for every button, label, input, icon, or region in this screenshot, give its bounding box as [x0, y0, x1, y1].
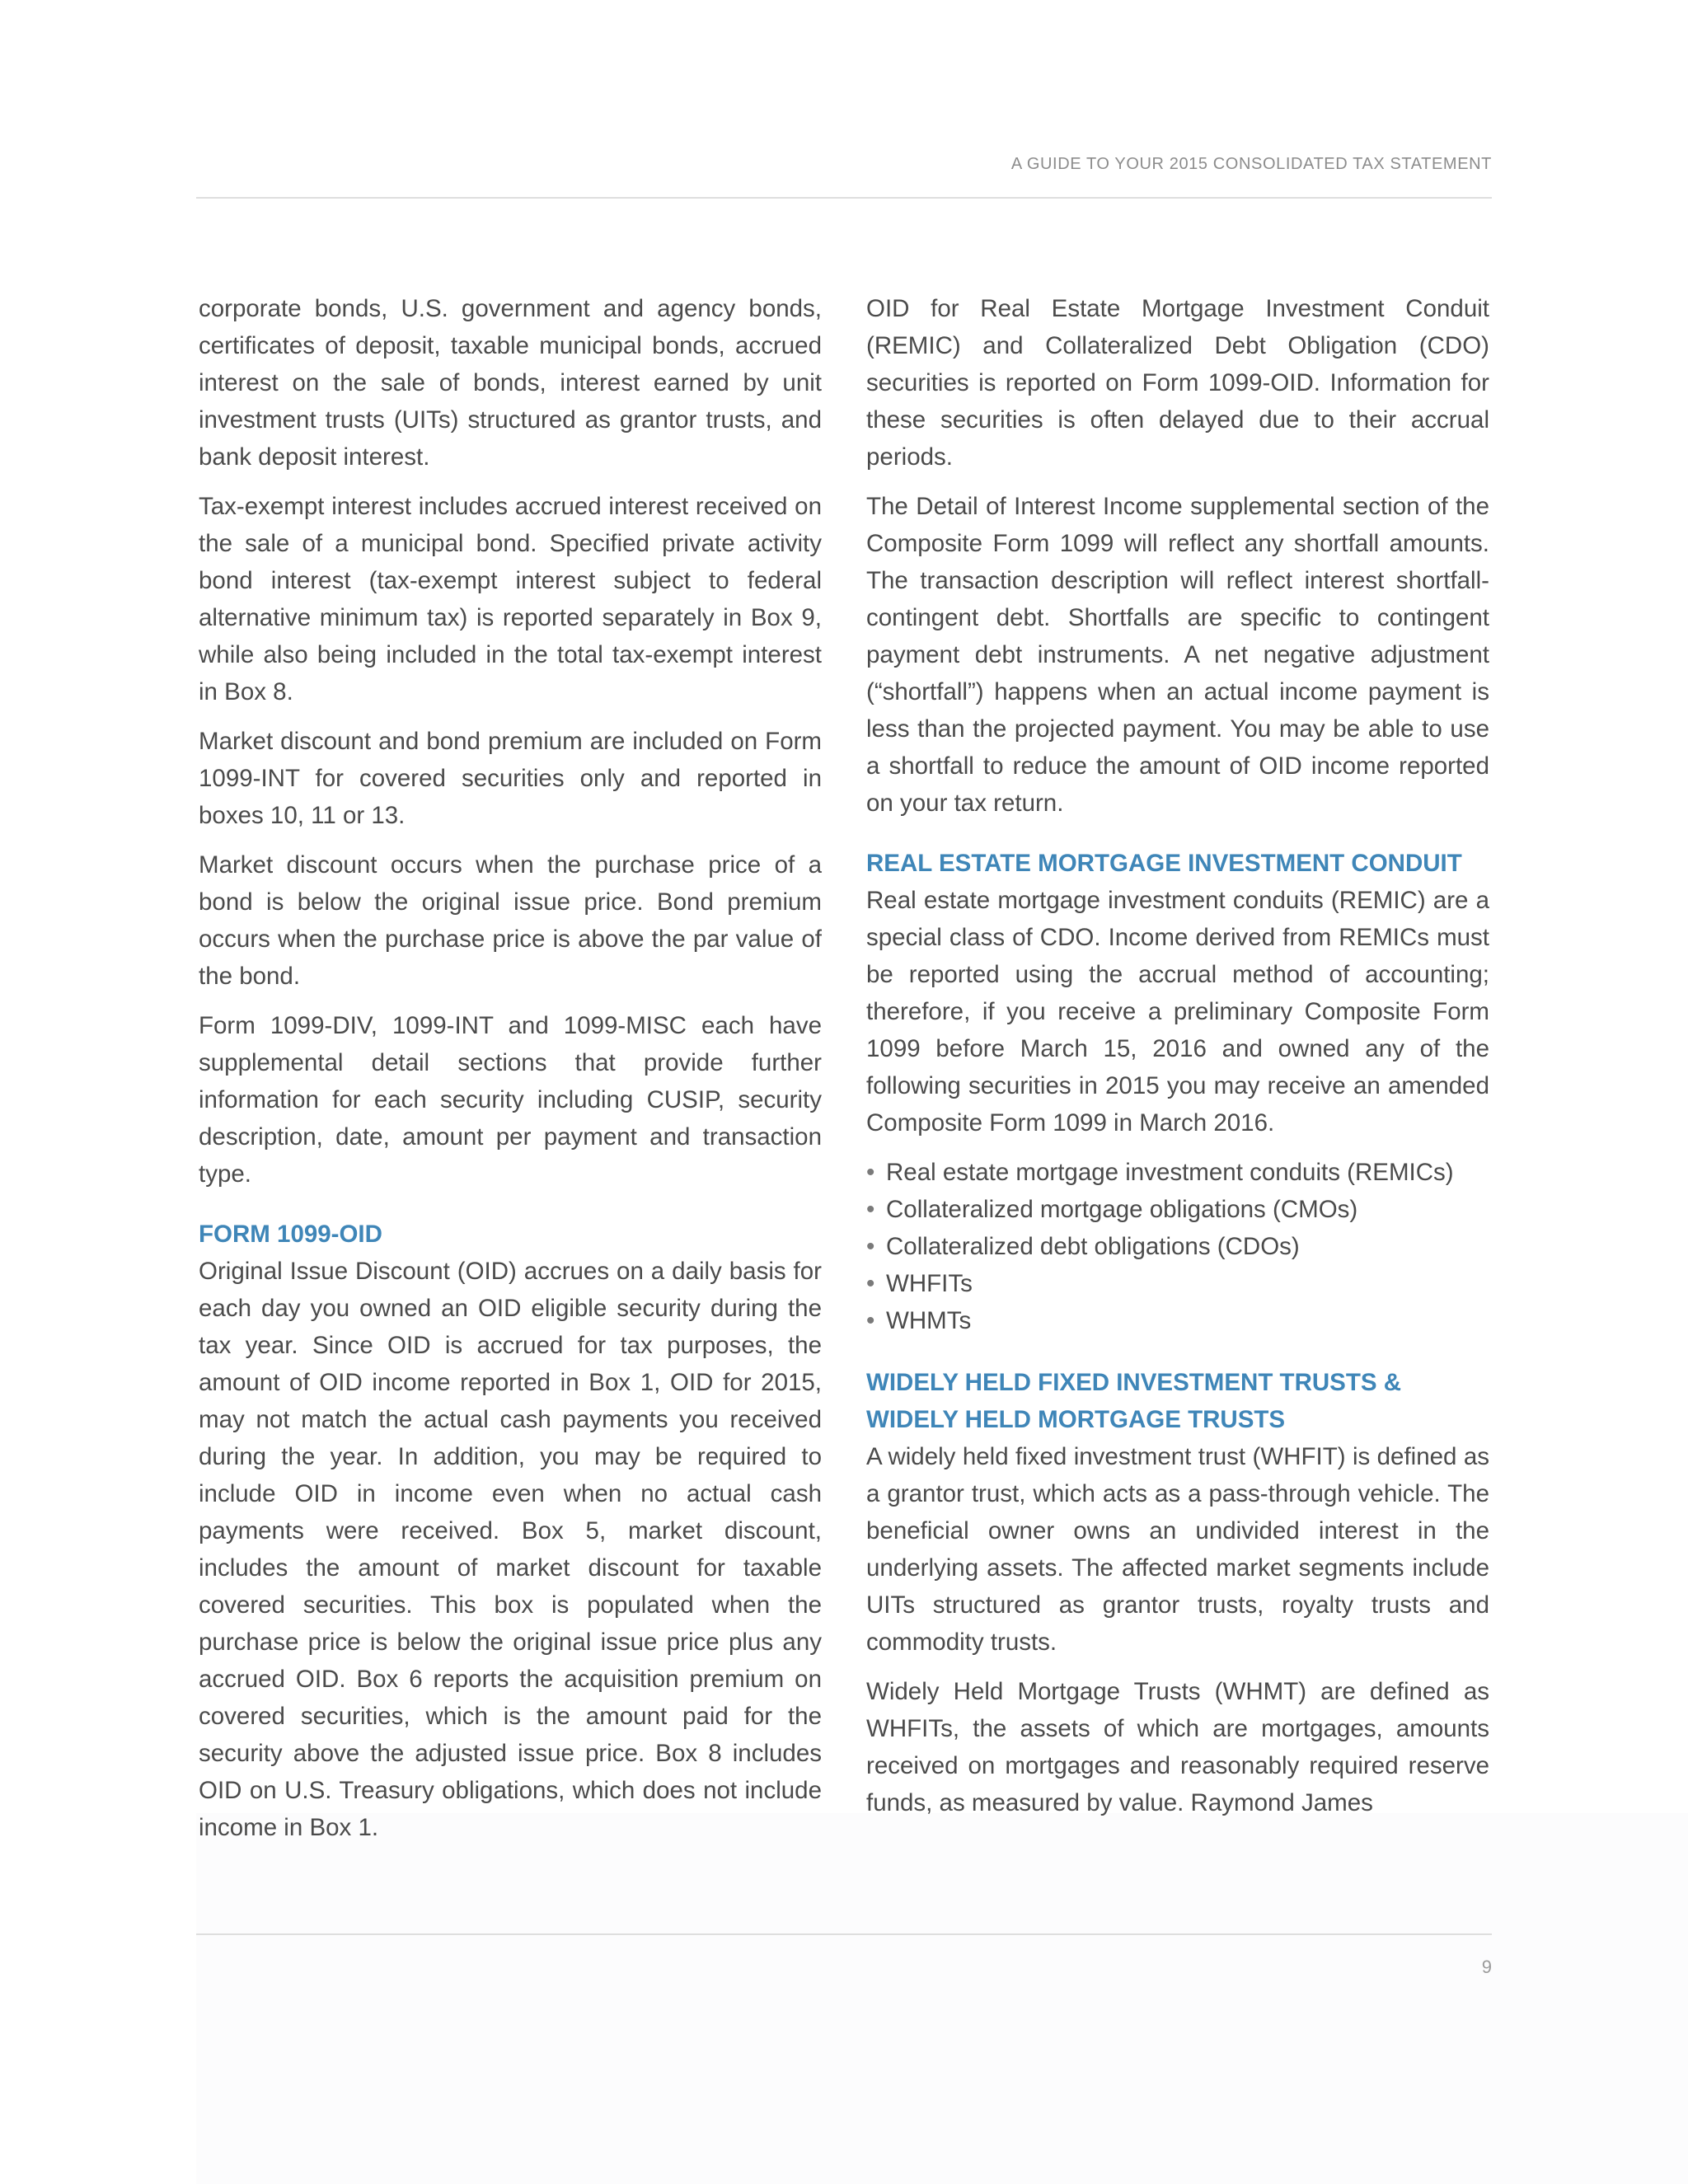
paragraph-supplemental-detail: Form 1099-DIV, 1099-INT and 1099-MISC each have supplemental detail sections that provide further information for each security including CUSIP, security description, date, amount per payment and transaction type.: [199, 1012, 822, 1188]
bullet-icon: •: [866, 1233, 875, 1260]
securities-list: [866, 1154, 1489, 1339]
running-header: A GUIDE TO YOUR 2015 CONSOLIDATED TAX STATEMENT: [1010, 155, 1492, 173]
bullet-icon: •: [866, 1270, 875, 1297]
footer-divider: [196, 1933, 1492, 1935]
paragraph-interest-shortfall: The Detail of Interest Income supplemental section of the Composite Form 1099 will reflect any shortfall amounts. The transaction description will reflect interest shortfall-contingent debt. Shortfalls are specific to contingent payment debt instruments. A net negative adjustment (“shortfall”) happens when an actual income payment is less than the projected payment. You may be able to use a shortfall to reduce the amount of OID income reported on your tax return.: [866, 493, 1489, 817]
paragraph-tax-exempt-interest: Tax-exempt interest includes accrued interest received on the sale of a municipal bond. Specified private activity bond interest (tax-exempt interest subject to federal alternative minimum tax) is reported separately in Box 9, while also being included in the total tax-exempt interest in Box 8.: [199, 493, 822, 705]
left-column: [199, 290, 822, 1858]
bullet-icon: •: [866, 1196, 875, 1223]
list-item-text: WHMTs: [886, 1307, 972, 1334]
list-item-text: Real estate mortgage investment conduits (REMICs): [886, 1159, 1454, 1186]
page-number: 9: [1481, 1957, 1492, 1977]
list-item: [866, 1265, 1489, 1302]
heading-whfit-whmt: WIDELY HELD FIXED INVESTMENT TRUSTS & WIDELY HELD MORTGAGE TRUSTS: [866, 1369, 1402, 1433]
paragraph-market-discount-bond-premium: Market discount and bond premium are included on Form 1099-INT for covered securities only and reported in boxes 10, 11 or 13.: [199, 728, 822, 829]
list-item-text: Collateralized debt obligations (CDOs): [886, 1233, 1300, 1260]
paragraph-market-discount-definition: Market discount occurs when the purchase price of a bond is below the original issue price. Bond premium occurs when the purchase price is above the par value of the bond.: [199, 851, 822, 990]
paragraph-oid-remic-cdo: OID for Real Estate Mortgage Investment Conduit (REMIC) and Collateralized Debt Obligation (CDO) securities is reported on Form 1099-OID. Information for these securities is often delayed due to their accrual periods.: [866, 295, 1489, 471]
list-item-text: Collateralized mortgage obligations (CMOs): [886, 1196, 1358, 1223]
paragraph-taxable-interest: corporate bonds, U.S. government and agency bonds, certificates of deposit, taxable municipal bonds, accrued interest on the sale of bonds, interest earned by unit investment trusts (UITs) structured as grantor trusts, and bank deposit interest.: [199, 295, 822, 471]
paragraph-original-issue-discount: Original Issue Discount (OID) accrues on a daily basis for each day you owned an OID eligible security during the tax year. Since OID is accrued for tax purposes, the amount of OID income reported in Box 1, OID for 2015, may not match the actual cash payments you received during the year. In addition, you may be required to include OID in income even when no actual cash payments were received. Box 5, market discount, includes the amount of market discount for taxable covered securities. This box is populated when the purchase price is below the original issue price plus any accrued OID. Box 6 reports the acquisition premium on covered securities, which is the amount paid for the security above the adjusted issue price. Box 8 includes OID on U.S. Treasury obligations, which does not include income in Box 1.: [199, 1258, 822, 1841]
heading-remic: REAL ESTATE MORTGAGE INVESTMENT CONDUIT: [866, 850, 1462, 877]
list-item-text: WHFITs: [886, 1270, 973, 1297]
paragraph-remic: Real estate mortgage investment conduits (REMIC) are a special class of CDO. Income derived from REMICs must be reported using the accrual method of accounting; therefore, if you receive a preliminary Composite Form 1099 before March 15, 2016 and owned any of the following securities in 2015 you may receive an amended Composite Form 1099 in March 2016.: [866, 887, 1489, 1137]
paragraph-whmt: Widely Held Mortgage Trusts (WHMT) are defined as WHFITs, the assets of which are mortgages, amounts received on mortgages and reasonably required reserve funds, as measured by value. Raymond James: [866, 1678, 1489, 1816]
page-bottom-shade: [196, 1813, 1688, 2184]
paragraph-whfit: A widely held fixed investment trust (WHFIT) is defined as a grantor trust, which acts as a pass-through vehicle. The beneficial owner owns an undivided interest in the underlying assets. The affected market segments include UITs structured as grantor trusts, royalty trusts and commodity trusts.: [866, 1443, 1489, 1656]
list-item: [866, 1228, 1489, 1265]
heading-form-1099-oid: FORM 1099-OID: [199, 1221, 382, 1248]
bullet-icon: •: [866, 1159, 875, 1186]
list-item: [866, 1191, 1489, 1228]
header-divider: [196, 197, 1492, 199]
list-item: [866, 1302, 1489, 1339]
list-item: [866, 1154, 1489, 1191]
right-column: [866, 290, 1489, 1834]
bullet-icon: •: [866, 1307, 875, 1334]
